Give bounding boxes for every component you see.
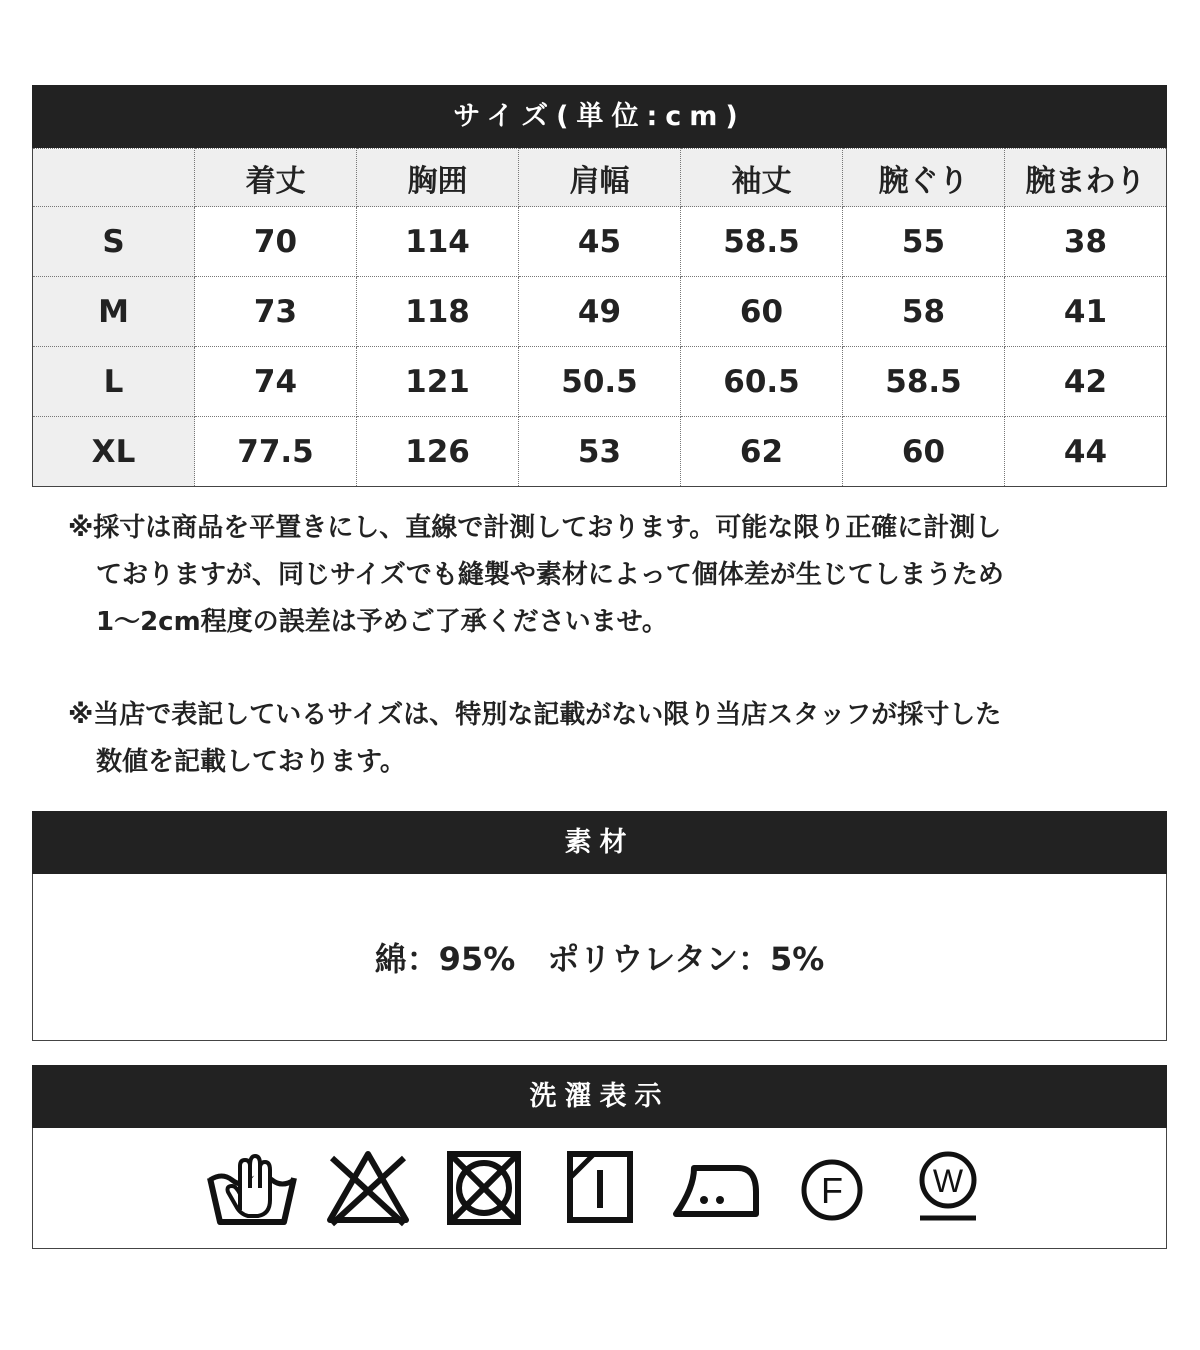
- header-cell-shoulder: 肩幅: [519, 149, 681, 207]
- table-cell: 121: [357, 347, 519, 417]
- header-cell-length: 着丈: [195, 149, 357, 207]
- material-box: [32, 874, 1167, 1041]
- size-table-title: サイズ(単位:cm): [32, 85, 1167, 148]
- table-row: [33, 207, 1167, 277]
- size-label: M: [33, 277, 195, 347]
- care-icons-box: [32, 1128, 1167, 1249]
- table-cell: 58.5: [843, 347, 1005, 417]
- table-cell: 126: [357, 417, 519, 487]
- header-cell-sleeve: 袖丈: [681, 149, 843, 207]
- size-label: XL: [33, 417, 195, 487]
- note-line: ※当店で表記しているサイズは、特別な記載がない限り当店スタッフが採寸した: [68, 700, 1002, 730]
- hand-wash-icon: [202, 1148, 302, 1228]
- care-section: [32, 1065, 1167, 1249]
- table-cell: 53: [519, 417, 681, 487]
- table-cell: 118: [357, 277, 519, 347]
- size-table-section: [32, 85, 1167, 487]
- material-section: [32, 811, 1167, 1041]
- care-title: 洗濯表示: [32, 1065, 1167, 1128]
- no-bleach-icon: [318, 1148, 418, 1228]
- dry-clean-letter: F: [820, 1170, 843, 1211]
- table-cell: 60: [681, 277, 843, 347]
- header-cell-arm-circumference: 腕まわり: [1005, 149, 1167, 207]
- note-line: ておりますが、同じサイズでも縫製や素材によって個体差が生じてしまうため: [96, 560, 1004, 590]
- note-line: 1〜2cm程度の誤差は予めご了承くださいませ。: [96, 607, 668, 637]
- iron-low-icon: [666, 1148, 766, 1228]
- table-cell: 70: [195, 207, 357, 277]
- header-cell-armhole: 腕ぐり: [843, 149, 1005, 207]
- header-cell-chest: 胸囲: [357, 149, 519, 207]
- size-notation-note: [68, 692, 1148, 786]
- size-table-header-row: [33, 149, 1167, 207]
- measurement-note: [68, 505, 1148, 646]
- size-label: S: [33, 207, 195, 277]
- table-cell: 55: [843, 207, 1005, 277]
- material-item-polyurethane: ポリウレタン：5%: [547, 940, 825, 978]
- material-title: 素材: [32, 811, 1167, 874]
- table-cell: 50.5: [519, 347, 681, 417]
- no-tumble-dry-icon: [434, 1148, 534, 1228]
- table-cell: 58.5: [681, 207, 843, 277]
- dry-clean-f-icon: [782, 1148, 882, 1228]
- table-cell: 77.5: [195, 417, 357, 487]
- table-cell: 42: [1005, 347, 1167, 417]
- note-line: ※採寸は商品を平置きにし、直線で計測しております。可能な限り正確に計測し: [68, 513, 1002, 543]
- table-row: [33, 347, 1167, 417]
- table-cell: 38: [1005, 207, 1167, 277]
- table-cell: 45: [519, 207, 681, 277]
- table-cell: 41: [1005, 277, 1167, 347]
- table-cell: 114: [357, 207, 519, 277]
- table-cell: 60: [843, 417, 1005, 487]
- table-cell: 73: [195, 277, 357, 347]
- table-cell: 62: [681, 417, 843, 487]
- material-item-cotton: 綿：95%: [374, 940, 516, 978]
- drip-line-dry-shade-icon: [550, 1148, 650, 1228]
- wet-clean-letter: W: [932, 1163, 963, 1199]
- table-row: [33, 417, 1167, 487]
- note-line: 数値を記載しております。: [96, 747, 406, 777]
- table-cell: 58: [843, 277, 1005, 347]
- header-cell-corner: [33, 149, 195, 207]
- table-cell: 60.5: [681, 347, 843, 417]
- table-cell: 44: [1005, 417, 1167, 487]
- size-table: [32, 148, 1167, 487]
- table-cell: 49: [519, 277, 681, 347]
- wet-clean-w-icon: [898, 1148, 998, 1228]
- table-row: [33, 277, 1167, 347]
- size-label: L: [33, 347, 195, 417]
- table-cell: 74: [195, 347, 357, 417]
